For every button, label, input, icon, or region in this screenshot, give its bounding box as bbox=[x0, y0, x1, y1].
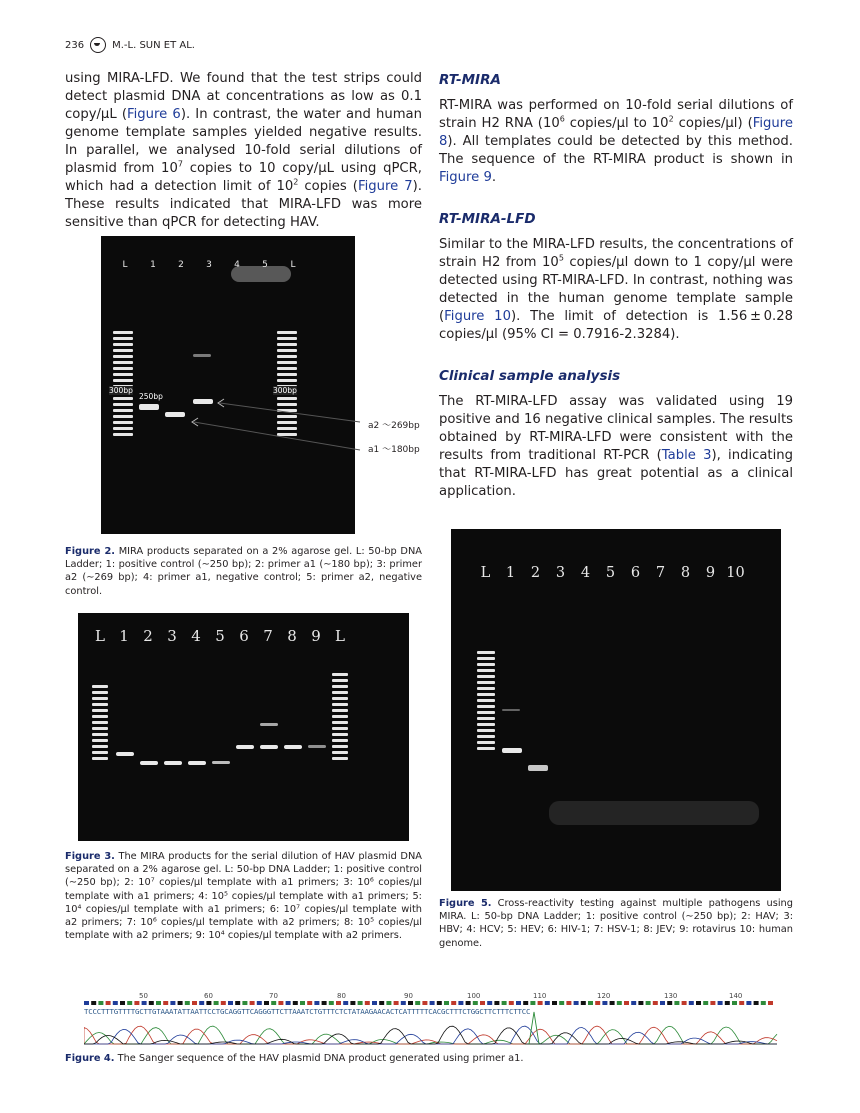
figure-3-caption: Figure 3. The MIRA products for the serial dilution of HAV plasmid DNA separated on a 2% agarose gel. L: 50-bp DNA Ladder; 1: positive control (∼250 bp); 2: 10⁷ copies/μl template with a1 primers; 3: 10⁶ copies/μl template with a1 primers; 4: 10⁵ copies/μl template with a1 primers; 5: 10⁴ copies/μl template with a1 primers; 6: 10⁷ copies/μl template with a2 primers; 7: 10⁶ copies/μl template with a2 primers; 8: 10⁵ copies/μl template with a2 primers; 9: 10⁴ copies/μl template with a2 primers. bbox=[65, 851, 422, 942]
fig2-marker-left: 300bp bbox=[109, 386, 133, 395]
fig2-a2-label: a2 ～269bp bbox=[368, 421, 420, 431]
fig3-lane: 5 bbox=[215, 627, 225, 645]
heading-clinical: Clinical sample analysis bbox=[439, 368, 621, 384]
link-figure-10[interactable]: Figure 10 bbox=[444, 309, 511, 324]
fig4-position: 50 bbox=[139, 992, 148, 1000]
fig4-position: 70 bbox=[269, 992, 278, 1000]
fig3-band bbox=[116, 752, 134, 756]
fig5-lane: L bbox=[480, 565, 491, 581]
fig5-lane: 7 bbox=[655, 565, 666, 581]
running-header bbox=[65, 37, 195, 53]
fig4-position: 140 bbox=[729, 992, 743, 1000]
fig4-position: 130 bbox=[664, 992, 678, 1000]
heading-rt-mira: RT-MIRA bbox=[439, 72, 501, 88]
link-figure-6[interactable]: Figure 6 bbox=[126, 107, 181, 122]
figure-2-gel bbox=[101, 236, 355, 534]
fig4-position: 120 bbox=[597, 992, 611, 1000]
fig4-position: 60 bbox=[204, 992, 213, 1000]
fig2-lane: 2 bbox=[178, 260, 184, 270]
fig3-lane: 3 bbox=[167, 627, 177, 645]
fig5-ladder bbox=[477, 651, 495, 753]
fig2-band-label: 250bp bbox=[139, 392, 163, 401]
fig3-lane: L bbox=[95, 627, 105, 645]
left-paragraph: using MIRA-LFD. We found that the test strips could detect plasmid DNA at concentrations as low as 0.1 copy/μL (Figure 6). In contrast, the water and human genome template samples yielded negative results. In parallel, we analysed 10-fold serial dilutions of plasmid from $10^7$ copies to 10 copy/μL using qPCR, which had a detection limit of $10^2$ copies (Figure 7). These results indicated that MIRA-LFD was more sensitive than qPCR for detecting HAV. bbox=[65, 71, 422, 230]
fig5-lane: 9 bbox=[705, 565, 716, 581]
clinical-paragraph: The RT-MIRA-LFD assay was validated using 19 positive and 16 negative clinical samples. The results obtained by RT-MIRA-LFD were consistent with the results from traditional RT-PCR (Table 3), indicating that RT-MIRA-LFD has great potential as a clinical application. bbox=[439, 394, 793, 499]
fig2-lane: L bbox=[290, 260, 296, 270]
fig3-lane: 2 bbox=[143, 627, 153, 645]
fig5-primer-dimer-smear bbox=[549, 801, 759, 825]
figure-5-gel bbox=[451, 529, 781, 891]
fig2-lane: 3 bbox=[206, 260, 212, 270]
fig5-band-lane2 bbox=[528, 765, 548, 771]
fig3-lane: 7 bbox=[263, 627, 273, 645]
fig2-arrows bbox=[180, 392, 370, 462]
fig5-faint-band bbox=[502, 709, 520, 711]
fig3-lane-labels bbox=[88, 627, 352, 645]
link-table-3[interactable]: Table 3 bbox=[661, 448, 712, 463]
journal-logo-icon bbox=[90, 37, 106, 53]
fig5-lane-labels bbox=[473, 565, 748, 581]
fig4-trace-peaks bbox=[84, 1010, 778, 1046]
figure-3-gel bbox=[78, 613, 409, 841]
fig4-position: 100 bbox=[467, 992, 481, 1000]
fig5-lane: 2 bbox=[530, 565, 541, 581]
rt-mira-paragraph: RT-MIRA was performed on 10-fold serial dilutions of strain H2 RNA ($10^6$ copies/μl to $10^2$ copies/μl) (Figure 8). All templates could be detected by this method. The sequence of the RT-MIRA product is shown in Figure 9. bbox=[439, 98, 793, 185]
fig2-band-lane1 bbox=[139, 404, 159, 410]
fig5-lane: 10 bbox=[726, 565, 745, 581]
fig3-ladder-right bbox=[332, 673, 348, 763]
fig3-band bbox=[140, 761, 158, 765]
fig5-lane: 6 bbox=[630, 565, 641, 581]
fig2-lane: 1 bbox=[150, 260, 156, 270]
fig5-lane: 3 bbox=[555, 565, 566, 581]
fig5-band-lane1 bbox=[502, 748, 522, 753]
fig3-band bbox=[212, 761, 230, 764]
fig3-ladder-left bbox=[92, 685, 108, 763]
fig3-lane: 9 bbox=[311, 627, 321, 645]
fig2-lane: L bbox=[122, 260, 128, 270]
fig4-position: 110 bbox=[533, 992, 547, 1000]
fig2-lane: 5 bbox=[262, 260, 268, 270]
link-figure-8[interactable]: Figure 8 bbox=[439, 116, 793, 149]
running-authors: M.-L. SUN ET AL. bbox=[112, 39, 195, 51]
fig5-lane: 5 bbox=[605, 565, 616, 581]
figure-5-caption: Figure 5. Cross-reactivity testing against multiple pathogens using MIRA. L: 50-bp DNA Ladder; 1: positive control (∼250 bp); 2: HAV; 3: HBV; 4: HCV; 5: HEV; 6: HIV-1; 7: HSV-1; 8: JEV; 9: rotavirus 10: human genome. bbox=[439, 898, 793, 949]
heading-rt-mira-lfd: RT-MIRA-LFD bbox=[439, 211, 536, 227]
fig3-lane: 6 bbox=[239, 627, 249, 645]
rt-mira-lfd-paragraph: Similar to the MIRA-LFD results, the concentrations of strain H2 from $10^5$ copies/μl down to 1 copy/μl were detected using RT-MIRA-LFD. In contrast, nothing was detected in the human genome template sample (Figure 10). The limit of detection is 1.56 ± 0.28 copies/μl (95% CI = 0.7916-2.3284). bbox=[439, 237, 794, 342]
fig4-sequence: TCCCTTTGTTTTGCTTGTAAATATTAATTCCTGCAGGTTCAGGGTTCTTAAATCTGTTTCTCTATAAGAACACTCATTTTTCACGCTTTCTGGCTTCTTTCTTCC bbox=[84, 1007, 531, 1016]
page-number: 236 bbox=[65, 39, 85, 51]
fig2-lane: 4 bbox=[234, 260, 240, 270]
fig2-faint-band bbox=[193, 354, 211, 357]
fig3-lane: L bbox=[335, 627, 345, 645]
fig3-faint-band bbox=[260, 723, 278, 726]
fig2-well-smear bbox=[231, 266, 291, 282]
fig3-lane: 8 bbox=[287, 627, 297, 645]
fig3-band bbox=[188, 761, 206, 765]
fig3-band bbox=[164, 761, 182, 765]
fig3-band bbox=[308, 745, 326, 748]
fig3-lane: 1 bbox=[119, 627, 129, 645]
fig3-band bbox=[260, 745, 278, 749]
link-figure-7[interactable]: Figure 7 bbox=[357, 179, 413, 194]
link-figure-9[interactable]: Figure 9 bbox=[439, 170, 492, 185]
fig4-position: 90 bbox=[404, 992, 413, 1000]
fig5-lane: 8 bbox=[680, 565, 691, 581]
fig2-a1-label: a1 ～180bp bbox=[368, 445, 420, 455]
fig3-band bbox=[284, 745, 302, 749]
fig3-band bbox=[236, 745, 254, 749]
fig4-position: 80 bbox=[337, 992, 346, 1000]
figure-4-caption: Figure 4. The Sanger sequence of the HAV plasmid DNA product generated using primer a1. bbox=[65, 1053, 524, 1064]
fig5-lane: 4 bbox=[580, 565, 591, 581]
figure-2-caption: Figure 2. MIRA products separated on a 2% agarose gel. L: 50-bp DNA Ladder; 1: positive control (∼250 bp); 2: primer a1 (∼180 bp); 3: primer a2 (∼269 bp); 4: primer a1, negative control; 5: primer a2, negative control. bbox=[65, 546, 422, 597]
fig2-ladder-left bbox=[113, 331, 133, 439]
fig2-marker-right: 300bp bbox=[273, 386, 297, 395]
fig5-lane: 1 bbox=[505, 565, 516, 581]
fig3-lane: 4 bbox=[191, 627, 201, 645]
